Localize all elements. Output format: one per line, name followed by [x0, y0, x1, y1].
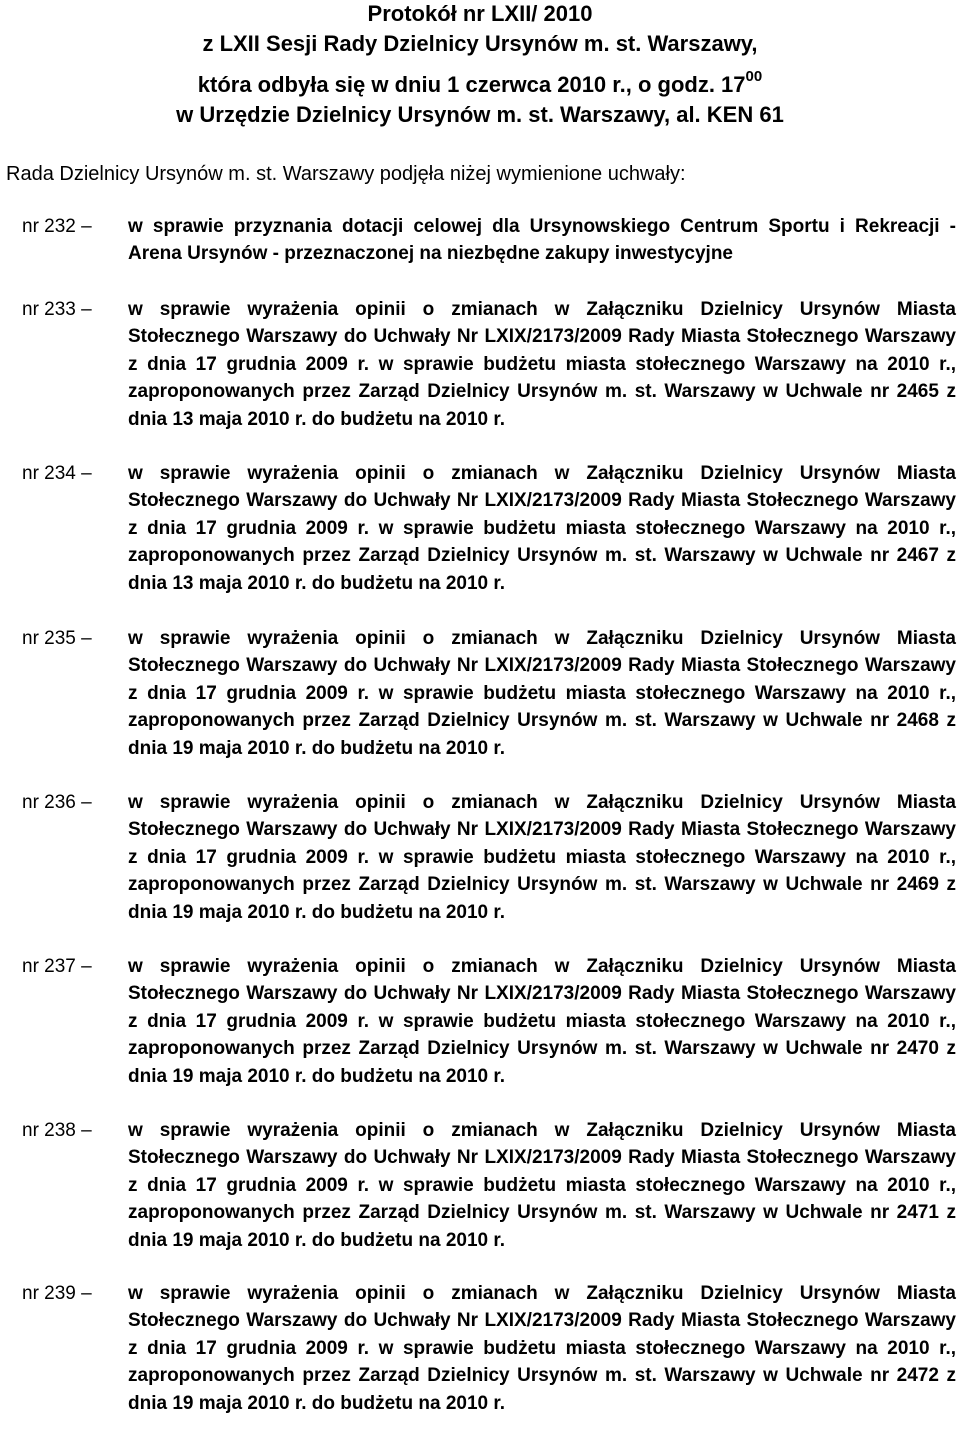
resolution-text: w sprawie wyrażenia opinii o zmianach w Załączniku Dzielnicy Ursynów Miasta Stołecznego Warszawy do Uchwały Nr LXIX/2173/2009 Rady Miasta Stołecznego Warszawy z dnia 17 grudnia 2009 r. w sprawie budżetu miasta stołecznego Warszawy na 2010 r., zaproponowanych przez Zarząd Dzielnicy Ursynów m. st. Warszawy w Uchwale nr 2467 z dnia 13 maja 2010 r. do budżetu na 2010 r. [128, 463, 956, 594]
resolution-number: nr 233 – [22, 299, 92, 320]
resolution-text: w sprawie wyrażenia opinii o zmianach w Załączniku Dzielnicy Ursynów Miasta Stołecznego Warszawy do Uchwały Nr LXIX/2173/2009 Rady Miasta Stołecznego Warszawy z dnia 17 grudnia 2009 r. w sprawie budżetu miasta stołecznego Warszawy na 2010 r., zaproponowanych przez Zarząd Dzielnicy Ursynów m. st. Warszawy w Uchwale nr 2468 z dnia 19 maja 2010 r. do budżetu na 2010 r. [128, 628, 956, 759]
session-hour-superscript: 00 [745, 68, 763, 85]
resolution-number: nr 236 – [22, 792, 92, 813]
resolution-number: nr 234 – [22, 463, 92, 484]
resolution-number: nr 239 – [22, 1283, 92, 1304]
session-date-line [0, 68, 960, 102]
resolution-text: w sprawie wyrażenia opinii o zmianach w Załączniku Dzielnicy Ursynów Miasta Stołecznego Warszawy do Uchwały Nr LXIX/2173/2009 Rady Miasta Stołecznego Warszawy z dnia 17 grudnia 2009 r. w sprawie budżetu miasta stołecznego Warszawy na 2010 r., zaproponowanych przez Zarząd Dzielnicy Ursynów m. st. Warszawy w Uchwale nr 2470 z dnia 19 maja 2010 r. do budżetu na 2010 r. [128, 956, 956, 1087]
resolution-text: w sprawie wyrażenia opinii o zmianach w Załączniku Dzielnicy Ursynów Miasta Stołecznego Warszawy do Uchwały Nr LXIX/2173/2009 Rady Miasta Stołecznego Warszawy z dnia 17 grudnia 2009 r. w sprawie budżetu miasta stołecznego Warszawy na 2010 r., zaproponowanych przez Zarząd Dzielnicy Ursynów m. st. Warszawy w Uchwale nr 2471 z dnia 19 maja 2010 r. do budżetu na 2010 r. [128, 1120, 956, 1251]
resolution-number: nr 235 – [22, 628, 92, 649]
resolution-text: w sprawie wyrażenia opinii o zmianach w Załączniku Dzielnicy Ursynów Miasta Stołecznego Warszawy do Uchwały Nr LXIX/2173/2009 Rady Miasta Stołecznego Warszawy z dnia 17 grudnia 2009 r. w sprawie budżetu miasta stołecznego Warszawy na 2010 r., zaproponowanych przez Zarząd Dzielnicy Ursynów m. st. Warszawy w Uchwale nr 2465 z dnia 13 maja 2010 r. do budżetu na 2010 r. [128, 299, 956, 430]
session-date-text: która odbyła się w dniu 1 czerwca 2010 r., o godz. 17 [197, 72, 746, 97]
resolution-text: w sprawie przyznania dotacji celowej dla Ursynowskiego Centrum Sportu i Rekreacji - Arena Ursynów - przeznaczonej na niezbędne zakupy inwestycyjne [128, 216, 956, 265]
intro-text: Rada Dzielnicy Ursynów m. st. Warszawy podjęła niżej wymienione uchwały: [6, 163, 686, 185]
resolution-number: nr 232 – [22, 216, 92, 237]
protocol-title: Protokół nr LXII/ 2010 [367, 1, 593, 26]
resolution-number: nr 237 – [22, 956, 92, 977]
resolution-text: w sprawie wyrażenia opinii o zmianach w Załączniku Dzielnicy Ursynów Miasta Stołecznego Warszawy do Uchwały Nr LXIX/2173/2009 Rady Miasta Stołecznego Warszawy z dnia 17 grudnia 2009 r. w sprawie budżetu miasta stołecznego Warszawy na 2010 r., zaproponowanych przez Zarząd Dzielnicy Ursynów m. st. Warszawy w Uchwale nr 2469 z dnia 19 maja 2010 r. do budżetu na 2010 r. [128, 792, 956, 923]
resolution-number: nr 238 – [22, 1120, 92, 1141]
session-location: w Urzędzie Dzielnicy Ursynów m. st. Warszawy, al. KEN 61 [176, 102, 784, 127]
resolution-text: w sprawie wyrażenia opinii o zmianach w Załączniku Dzielnicy Ursynów Miasta Stołecznego Warszawy do Uchwały Nr LXIX/2173/2009 Rady Miasta Stołecznego Warszawy z dnia 17 grudnia 2009 r. w sprawie budżetu miasta stołecznego Warszawy na 2010 r., zaproponowanych przez Zarząd Dzielnicy Ursynów m. st. Warszawy w Uchwale nr 2472 z dnia 19 maja 2010 r. do budżetu na 2010 r. [128, 1283, 956, 1414]
session-title: z LXII Sesji Rady Dzielnicy Ursynów m. st. Warszawy, [202, 31, 758, 56]
